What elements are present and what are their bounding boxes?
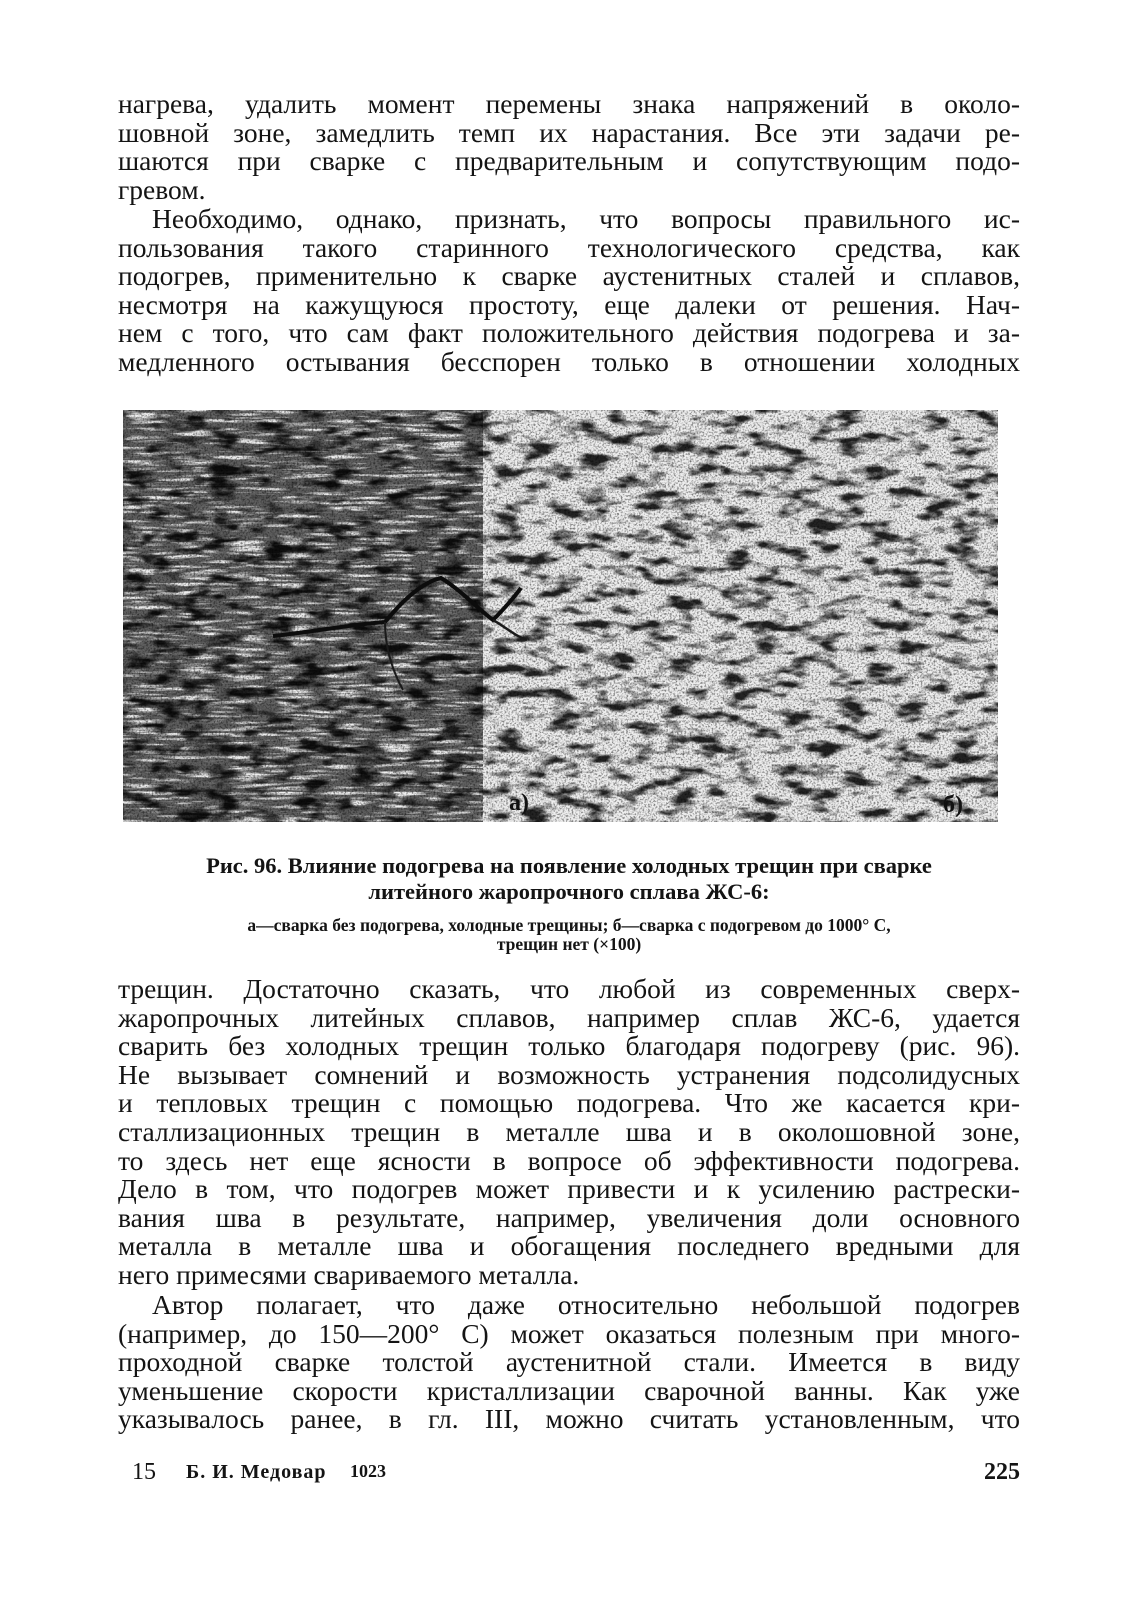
text-line: сталлизационных трещин в металле шва и в околошовной зоне, — [118, 1115, 1020, 1147]
caption-line: литейного жаропрочного сплава ЖС-6: — [368, 879, 770, 904]
text-line: шаются при сварке с предварительным и сопутствующим подо- — [118, 145, 1020, 177]
text-line: проходной сварке толстой аустенитной стали. Имеется в виду — [118, 1346, 1020, 1378]
figure-caption-note — [118, 916, 1020, 954]
text-line: Необходимо, однако, признать, что вопросы правильного ис- — [152, 203, 1020, 234]
text-line: Автор полагает, что даже относительно небольшой подогрев — [152, 1289, 1020, 1320]
text-line: несмотря на кажущуюся простоту, еще далеки от решения. Нач- — [118, 288, 1020, 320]
text-line: подогрев, применительно к сварке аустенитных сталей и сплавов, — [118, 260, 1020, 292]
text-line: шовной зоне, замедлить темп их нарастания. Все эти задачи ре- — [118, 116, 1020, 148]
paragraph-1 — [118, 90, 1020, 204]
paragraph-4 — [118, 1291, 1020, 1434]
text-line: жаропрочных литейных сплавов, например сплав ЖС-6, удается — [118, 1001, 1020, 1033]
text-line: него примесями свариваемого металла. — [118, 1258, 580, 1290]
page-footer — [118, 1459, 1020, 1489]
text-line: указывалось ранее, в гл. III, можно считать установленным, что — [118, 1403, 1020, 1435]
text-line: пользования такого старинного технологического средства, как — [118, 231, 1020, 263]
text-line: и тепловых трещин с помощью подогрева. Что же касается кри- — [118, 1087, 1020, 1119]
text-line: нагрева, удалить момент перемены знака напряжений в около- — [118, 88, 1020, 119]
text-line: то здесь нет еще ясности в вопросе об эффективности подогрева. — [118, 1144, 1020, 1176]
label-a: а) — [509, 790, 529, 816]
order-number: 1023 — [350, 1461, 386, 1481]
micrograph-figure — [123, 410, 998, 822]
paragraph-2 — [118, 205, 1020, 377]
text-line: (например, до 150—200° С) может оказаться полезным при много- — [118, 1317, 1020, 1349]
paragraph-3 — [118, 975, 1020, 1290]
caption-line: Рис. 96. Влияние подогрева на появление холодных трещин при сварке — [206, 853, 932, 878]
text-line: уменьшение скорости кристаллизации сварочной ванны. Как уже — [118, 1374, 1020, 1406]
text-line: Дело в том, что подогрев может привести и к усилению растрески- — [118, 1173, 1020, 1205]
text-line: трещин. Достаточно сказать, что любой из современных сверх- — [118, 973, 1020, 1004]
text-line: гревом. — [118, 173, 206, 205]
page-number: 225 — [984, 1459, 1020, 1485]
signature-mark: 15 — [132, 1459, 156, 1485]
author-name: Б. И. Медовар — [186, 1461, 327, 1483]
text-line: Не вызывает сомнений и возможность устранения подсолидусных — [118, 1058, 1020, 1090]
caption-note-line: трещин нет (×100) — [496, 934, 642, 954]
label-b: б) — [943, 792, 963, 818]
caption-note-line: а—сварка без подогрева, холодные трещины; б—сварка с подогревом до 1000° С, — [247, 915, 891, 935]
figure-caption-title — [118, 853, 1020, 905]
text-line: вания шва в результате, например, увеличения доли основного — [118, 1201, 1020, 1233]
text-line: нем с того, что сам факт положительного действия подогрева и за- — [118, 317, 1020, 349]
text-line: металла в металле шва и обогащения последнего вредными для — [118, 1230, 1020, 1262]
micrograph-image — [123, 410, 998, 822]
text-line: медленного остывания бесспорен только в отношении холодных — [118, 345, 1020, 377]
text-line: сварить без холодных трещин только благодаря подогреву (рис. 96). — [118, 1030, 1020, 1062]
